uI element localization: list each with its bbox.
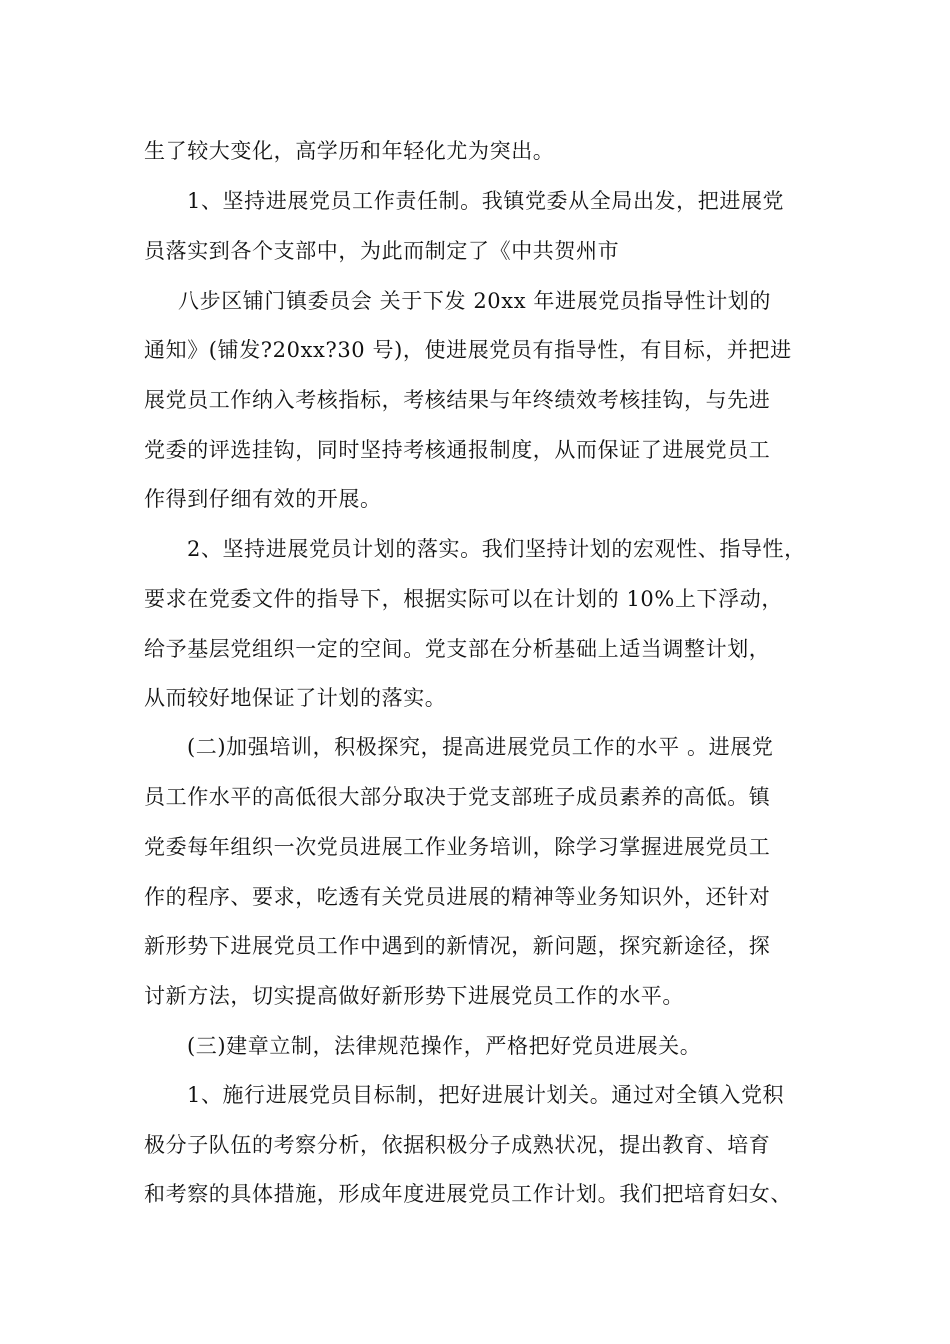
text-line-19: (三)建章立制，法律规范操作，严格把好党员进展关。 <box>187 1034 702 1058</box>
text-line-7: 党委的评选挂钩，同时坚持考核通报制度，从而保证了进展党员工 <box>144 438 771 462</box>
text-line-13: (二)加强培训，积极探究，提高进展党员工作的水平 。进展党 <box>187 735 774 759</box>
text-line-16: 作的程序、要求，吃透有关党员进展的精神等业务知识外，还针对 <box>144 885 771 909</box>
text-line-6: 展党员工作纳入考核指标，考核结果与年终绩效考核挂钩，与先进 <box>144 388 771 412</box>
text-line-11: 给予基层党组织一定的空间。党支部在分析基础上适当调整计划， <box>144 637 771 661</box>
text-line-14: 员工作水平的高低很大部分取决于党支部班子成员素养的高低。镇 <box>144 785 771 809</box>
text-line-4: 八步区铺门镇委员会 关于下发 20xx 年进展党员指导性计划的 <box>178 289 772 313</box>
text-line-9: 2、坚持进展党员计划的落实。我们坚持计划的宏观性、指导性， <box>187 537 806 561</box>
text-line-20: 1、施行进展党员目标制，把好进展计划关。通过对全镇入党积 <box>187 1083 785 1107</box>
text-line-21: 极分子队伍的考察分析，依据积极分子成熟状况，提出教育、培育 <box>144 1133 771 1157</box>
text-line-2: 1、坚持进展党员工作责任制。我镇党委从全局出发，把进展党 <box>187 189 785 213</box>
text-line-17: 新形势下进展党员工作中遇到的新情况，新问题，探究新途径，探 <box>144 934 771 958</box>
text-line-12: 从而较好地保证了计划的落实。 <box>144 686 447 710</box>
text-line-3: 员落实到各个支部中，为此而制定了《中共贺州市 <box>144 239 620 263</box>
text-line-18: 讨新方法，切实提高做好新形势下进展党员工作的水平。 <box>144 984 684 1008</box>
text-line-1: 生了较大变化，高学历和年轻化尤为突出。 <box>144 139 555 163</box>
text-line-10: 要求在党委文件的指导下，根据实际可以在计划的 10%上下浮动， <box>144 587 783 611</box>
text-line-22: 和考察的具体措施，形成年度进展党员工作计划。我们把培育妇女、 <box>144 1182 792 1206</box>
text-line-8: 作得到仔细有效的开展。 <box>144 487 382 511</box>
text-line-5: 通知》(铺发?20xx?30 号)，使进展党员有指导性，有目标，并把进 <box>144 338 792 362</box>
text-line-15: 党委每年组织一次党员进展工作业务培训，除学习掌握进展党员工 <box>144 835 771 859</box>
